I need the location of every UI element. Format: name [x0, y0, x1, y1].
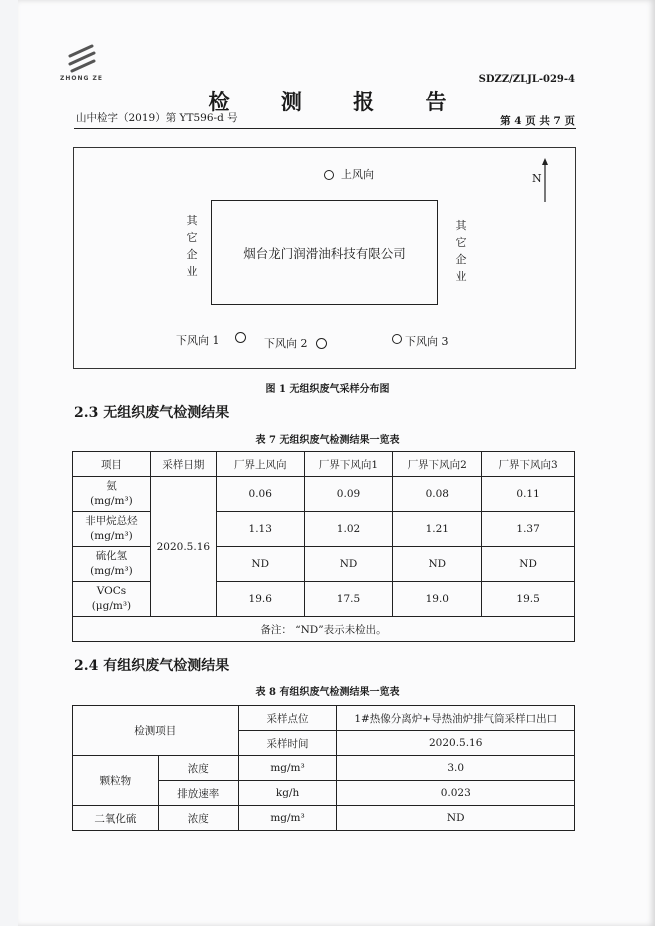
value-cell: 17.5 — [304, 582, 393, 617]
report-title: 检 测 报 告 — [208, 89, 469, 114]
table-7 — [72, 451, 575, 642]
downwind-2-label: 下风向 2 — [264, 337, 308, 350]
unit-cell: mg/m³ — [238, 756, 337, 781]
table-8 — [72, 705, 575, 831]
item-header: 检测项目 — [73, 706, 239, 756]
downwind-3-label: 下风向 3 — [405, 335, 449, 348]
downwind-1-label: 下风向 1 — [176, 334, 220, 347]
value-cell: ND — [482, 547, 575, 582]
item-name: 硫化氢 — [95, 550, 128, 562]
value-cell: 1.02 — [304, 512, 393, 547]
col-header: 厂界下风向1 — [304, 452, 393, 477]
pm-name: 颗粒物 — [73, 756, 159, 806]
table-8-caption: 表 8 有组织废气检测结果一览表 — [255, 687, 400, 698]
value-cell: 0.023 — [337, 781, 575, 806]
table-row — [73, 756, 575, 781]
item-cell — [73, 547, 151, 582]
header-divider — [74, 128, 576, 129]
company-block — [211, 200, 438, 305]
value-cell: 0.09 — [304, 477, 393, 512]
document-code: SDZZ/ZLJL-029-4 — [478, 74, 575, 85]
north-arrow-icon — [540, 158, 550, 204]
downwind-2-point-icon — [316, 338, 327, 349]
param-label: 排放速率 — [158, 781, 238, 806]
company-name: 烟台龙门润滑油科技有限公司 — [243, 245, 406, 261]
item-name: VOCs — [96, 585, 127, 597]
value-cell: ND — [216, 547, 304, 582]
table-note: 备注： “ND”表示未检出。 — [73, 617, 575, 642]
table-row — [73, 806, 575, 831]
item-cell — [73, 512, 151, 547]
table-7-caption: 表 7 无组织废气检测结果一览表 — [255, 435, 400, 446]
table-row — [73, 582, 575, 617]
downwind-3-point-icon — [392, 334, 402, 344]
col-header: 厂界下风向3 — [482, 452, 575, 477]
item-unit: (μg/m³) — [91, 600, 132, 612]
value-cell: 19.5 — [482, 582, 575, 617]
value-cell: ND — [393, 547, 482, 582]
time-label: 采样时间 — [238, 731, 337, 756]
time-value: 2020.5.16 — [337, 731, 575, 756]
logo-text: ZHONG ZE — [60, 75, 103, 82]
north-label: N — [532, 172, 542, 185]
col-header: 厂界上风向 — [216, 452, 304, 477]
section-2-3-heading: 2.3 无组织废气检测结果 — [74, 405, 230, 421]
col-header: 采样日期 — [150, 452, 216, 477]
table-row — [73, 477, 575, 512]
report-number: 山中检字（2019）第 YT596-d 号 — [76, 112, 238, 124]
table-row — [73, 512, 575, 547]
table-row — [73, 706, 575, 731]
param-label: 浓度 — [158, 756, 238, 781]
item-name: 氨 — [106, 480, 117, 492]
upwind-point-icon — [324, 170, 334, 180]
unit-cell: kg/h — [238, 781, 337, 806]
right-side-label: 其它企业 — [455, 219, 467, 283]
value-cell: 3.0 — [337, 756, 575, 781]
sampling-date-cell: 2020.5.16 — [150, 477, 216, 617]
item-unit: (mg/m³) — [90, 565, 133, 577]
value-cell: 0.08 — [393, 477, 482, 512]
table-note-row — [73, 617, 575, 642]
value-cell: 0.11 — [482, 477, 575, 512]
downwind-1-point-icon — [235, 332, 246, 343]
value-cell: 0.06 — [216, 477, 304, 512]
value-cell: ND — [337, 806, 575, 831]
item-cell — [73, 582, 151, 617]
table-row — [73, 547, 575, 582]
param-label: 浓度 — [158, 806, 238, 831]
figure-caption: 图 1 无组织废气采样分布图 — [265, 384, 390, 395]
table-7-header-row — [73, 452, 575, 477]
value-cell: 1.13 — [216, 512, 304, 547]
col-header: 厂界下风向2 — [393, 452, 482, 477]
zhongze-logo-icon — [62, 40, 102, 80]
so2-name: 二氧化硫 — [73, 806, 159, 831]
section-2-4-heading: 2.4 有组织废气检测结果 — [74, 658, 230, 674]
upwind-label: 上风向 — [341, 168, 374, 181]
value-cell: 1.21 — [393, 512, 482, 547]
point-value: 1#热像分离炉+导热油炉排气筒采样口出口 — [337, 706, 575, 731]
unit-cell: mg/m³ — [238, 806, 337, 831]
value-cell: 19.6 — [216, 582, 304, 617]
item-unit: (mg/m³) — [90, 495, 133, 507]
value-cell: ND — [304, 547, 393, 582]
value-cell: 19.0 — [393, 582, 482, 617]
item-cell — [73, 477, 151, 512]
value-cell: 1.37 — [482, 512, 575, 547]
item-name: 非甲烷总烃 — [85, 515, 138, 527]
left-side-label: 其它企业 — [186, 214, 198, 278]
item-unit: (mg/m³) — [90, 530, 133, 542]
col-header: 项目 — [73, 452, 151, 477]
page-indicator: 第 4 页 共 7 页 — [500, 115, 575, 127]
point-label: 采样点位 — [238, 706, 337, 731]
